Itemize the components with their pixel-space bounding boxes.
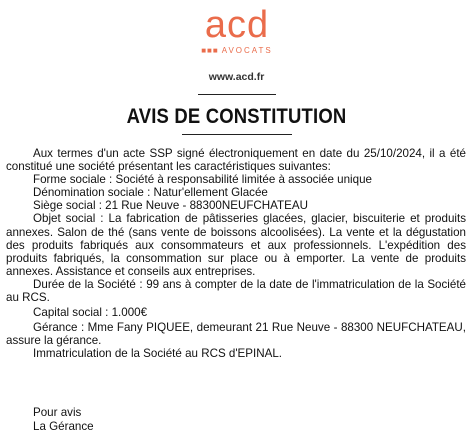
logo-mark: acd: [204, 4, 270, 46]
signature-block: [33, 406, 94, 434]
notice-paragraph-gerance: Gérance : Mme Fany PIQUEE, demeurant 21 Rue Neuve - 88300 NEUFCHATEAU, assure la gérance.: [6, 321, 466, 348]
notice-paragraph-siege: Siège social : 21 Rue Neuve - 88300NEUFCHATEAU: [33, 199, 308, 213]
header: [0, 0, 473, 100]
logo-dots-icon: ■■■: [201, 46, 219, 55]
notice-paragraph-forme-sociale: Forme sociale : Société à responsabilité limitée à associée unique: [33, 173, 372, 187]
title-divider: [182, 134, 292, 135]
notice-body: [6, 147, 466, 361]
notice-paragraph-duree: Durée de la Société : 99 ans à compter de la date de l'immatriculation de la Société au RCS.: [6, 277, 466, 305]
header-divider: [198, 94, 276, 95]
website-address: www.acd.fr: [208, 71, 265, 83]
notice-paragraph-intro: Aux termes d'un acte SSP signé électroniquement en date du 25/10/2024, il a été constitué une société présentant les caractéristiques suivantes:: [6, 147, 466, 174]
notice-paragraph-objet: Objet social : La fabrication de pâtisseries glacées, glacier, biscuiterie et produits annexes. Salon de thé (sans vente de boissons alcoolisées). La vente et la dégustation des produits fabriqués aux consommateurs et aux professionnels. L'expédition des produits fabriqués, la consommation sur place ou à emporter. La vente de produits annexes. Assistance et conseils aux entreprises.: [6, 212, 466, 278]
notice-title: AVIS DE CONSTITUTION: [126, 105, 347, 128]
notice-paragraph-immatriculation: Immatriculation de la Société au RCS d'EPINAL.: [33, 347, 283, 361]
notice-paragraph-denomination: Dénomination sociale : Natur'ellement Glacée: [33, 186, 268, 200]
logo-subtitle-text: AVOCATS: [221, 46, 273, 55]
notice-paragraph-capital: Capital social : 1.000€: [33, 306, 148, 320]
logo-subtitle: [197, 46, 277, 55]
signature-line-gerance: La Gérance: [33, 420, 94, 433]
acd-avocats-logo: [197, 6, 277, 56]
signature-line-pour-avis: Pour avis: [33, 406, 82, 419]
